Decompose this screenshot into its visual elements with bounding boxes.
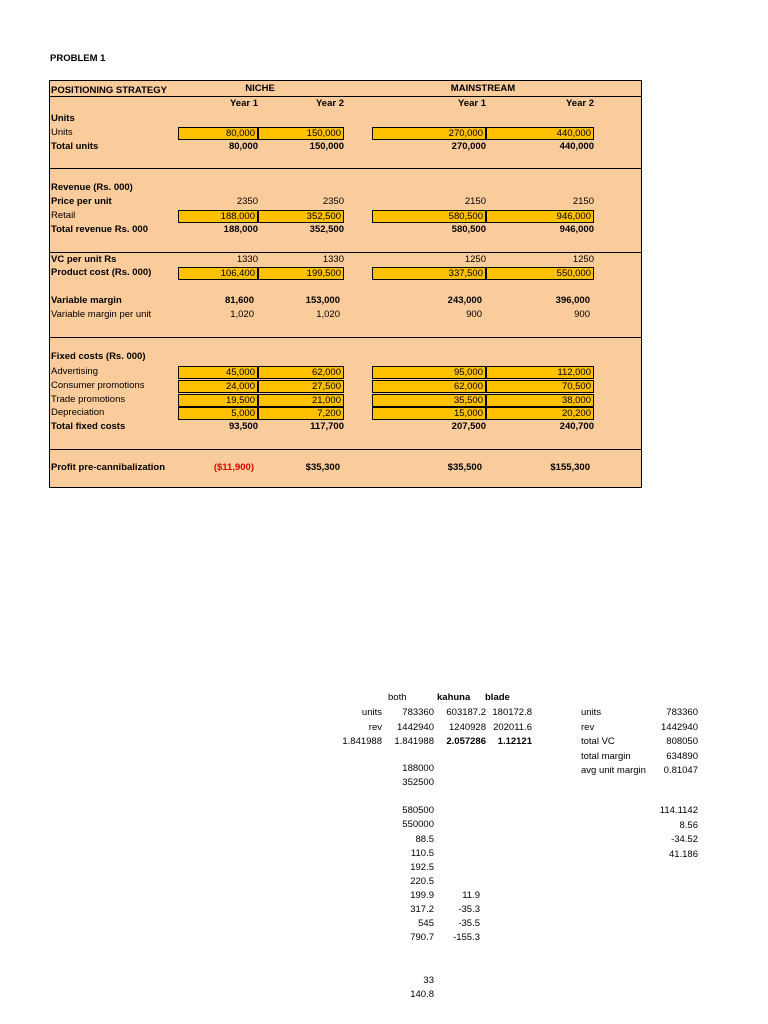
calc-row-label: units <box>361 707 382 718</box>
summary-extra-value: -34.52 <box>671 834 698 845</box>
calc-header-kahuna: kahuna <box>437 692 471 703</box>
calc-row-label: rev <box>368 721 382 733</box>
trade-promotions-cell <box>372 394 486 407</box>
units-cell <box>486 127 594 140</box>
total-units-value: 150,000 <box>309 141 344 152</box>
units-label: Units <box>51 127 73 138</box>
summary-value: 0.81047 <box>663 765 698 776</box>
calc-column-value: 199.9 <box>410 889 434 901</box>
consumer-promotions-cell <box>372 380 486 393</box>
units-section-label: Units <box>51 113 75 124</box>
price-per-unit-label: Price per unit <box>51 196 112 207</box>
product-cost-label: Product cost (Rs. 000) <box>51 267 152 278</box>
calc-row-blade: 1.12121 <box>497 736 532 747</box>
advertising-cell <box>178 366 258 379</box>
calc-column-value: 545 <box>418 918 434 930</box>
total-fixed-value: 93,500 <box>228 421 258 432</box>
summary-extra-value: 41.186 <box>668 848 698 860</box>
retail-value: 580,500 <box>448 211 483 222</box>
summary-label: units <box>581 707 602 718</box>
total-revenue-value: 580,500 <box>451 224 486 235</box>
calc-column-value: 317.2 <box>410 904 434 915</box>
page-title: PROBLEM 1 <box>50 53 106 64</box>
total-fixed-label: Total fixed costs <box>51 421 126 432</box>
retail-value: 946,000 <box>556 211 591 222</box>
calc-column-value: 33 <box>423 974 434 986</box>
trade-promotions-cell <box>258 394 344 407</box>
profit-value: $35,500 <box>447 462 482 473</box>
product-cost-cell <box>486 267 594 280</box>
consumer-promotions-value: 70,500 <box>561 381 591 392</box>
consumer-promotions-value: 27,500 <box>311 381 341 392</box>
trade-promotions-label: Trade promotions <box>51 394 126 405</box>
advertising-cell <box>486 366 594 379</box>
niche-header: NICHE <box>245 83 275 94</box>
depreciation-value: 15,000 <box>453 408 483 419</box>
calc-side-value: 11.9 <box>462 889 480 901</box>
units-cell <box>372 127 486 140</box>
vc-per-unit-value: 1250 <box>572 254 594 265</box>
calc-column-value: 790.7 <box>410 932 434 944</box>
section-divider <box>49 168 642 169</box>
product-cost-cell <box>372 267 486 280</box>
total-units-label: Total units <box>51 141 99 152</box>
calc-row-blade: 180172.8 <box>492 707 532 718</box>
variable-margin-value: 153,000 <box>305 295 340 306</box>
calc-side-value: -35.3 <box>458 904 480 915</box>
units-cell <box>258 127 344 140</box>
mainstream-header: MAINSTREAM <box>450 83 516 94</box>
price-per-unit-value: 2150 <box>464 196 486 207</box>
variable-margin-label: Variable margin <box>51 295 122 306</box>
calc-row-label: 1.841988 <box>342 736 382 747</box>
summary-label: avg unit margin <box>581 765 646 776</box>
trade-promotions-value: 35,500 <box>453 395 483 406</box>
calc-column-value: 220.5 <box>410 875 434 887</box>
calc-row-both: 1.841988 <box>394 736 434 747</box>
variable-margin-value: 396,000 <box>555 295 590 306</box>
year-header: Year 1 <box>458 98 486 109</box>
retail-label: Retail <box>51 210 76 221</box>
calc-column-value: 188000 <box>402 763 434 774</box>
calc-column-value: 352500 <box>402 777 434 789</box>
calc-header-both: both <box>388 692 407 703</box>
retail-cell <box>178 210 258 223</box>
section-divider <box>49 449 642 450</box>
advertising-cell <box>258 366 344 379</box>
section-divider <box>49 252 642 253</box>
trade-promotions-value: 38,000 <box>561 395 591 406</box>
consumer-promotions-cell <box>486 380 594 393</box>
fixed-costs-header: Fixed costs (Rs. 000) <box>51 351 146 362</box>
profit-value: $155,300 <box>550 462 590 473</box>
advertising-value: 62,000 <box>311 367 341 378</box>
calc-column-value: 550000 <box>402 819 434 831</box>
consumer-promotions-cell <box>178 380 258 393</box>
strategy-label: POSITIONING STRATEGY <box>51 85 167 96</box>
depreciation-value: 7,200 <box>317 408 341 419</box>
summary-extra-value: 8.56 <box>679 819 698 831</box>
variable-margin-per-unit-value: 1,020 <box>316 309 340 320</box>
summary-value: 1442940 <box>661 721 698 733</box>
vc-per-unit-value: 1250 <box>464 254 486 265</box>
total-revenue-value: 946,000 <box>559 224 594 235</box>
variable-margin-per-unit-label: Variable margin per unit <box>51 309 152 320</box>
consumer-promotions-label: Consumer promotions <box>51 380 145 391</box>
consumer-promotions-value: 24,000 <box>225 381 255 392</box>
consumer-promotions-cell <box>258 380 344 393</box>
calc-row-kahuna: 1240928 <box>449 721 486 733</box>
depreciation-value: 20,200 <box>561 408 591 419</box>
variable-margin-per-unit-value: 1,020 <box>230 309 254 320</box>
advertising-value: 95,000 <box>453 367 483 378</box>
product-cost-value: 337,500 <box>448 268 483 279</box>
profit-value: $35,300 <box>305 462 340 473</box>
calc-header-blade: blade <box>485 692 510 703</box>
trade-promotions-cell <box>486 394 594 407</box>
price-per-unit-value: 2150 <box>572 196 594 207</box>
product-cost-cell <box>258 267 344 280</box>
advertising-cell <box>372 366 486 379</box>
depreciation-cell <box>178 407 258 420</box>
depreciation-cell <box>372 407 486 420</box>
trade-promotions-cell <box>178 394 258 407</box>
total-units-value: 80,000 <box>228 141 258 152</box>
price-per-unit-value: 2350 <box>236 196 258 207</box>
calc-row-both: 1442940 <box>397 721 434 733</box>
total-units-value: 440,000 <box>559 141 594 152</box>
product-cost-value: 550,000 <box>556 268 591 279</box>
advertising-value: 112,000 <box>557 367 591 378</box>
price-per-unit-value: 2350 <box>322 196 344 207</box>
summary-label: rev <box>581 721 595 733</box>
depreciation-value: 5,000 <box>231 408 255 419</box>
total-revenue-label: Total revenue Rs. 000 <box>51 224 148 235</box>
calc-row-kahuna: 2.057286 <box>446 736 486 747</box>
calc-column-value: 580500 <box>402 805 434 817</box>
total-revenue-value: 352,500 <box>309 224 344 235</box>
header-underline <box>49 96 642 97</box>
calc-column-value: 88.5 <box>415 833 434 845</box>
depreciation-cell <box>258 407 344 420</box>
revenue-header: Revenue (Rs. 000) <box>51 182 133 193</box>
total-revenue-value: 188,000 <box>223 224 258 235</box>
depreciation-cell <box>486 407 594 420</box>
retail-value: 352,500 <box>306 211 341 222</box>
consumer-promotions-value: 62,000 <box>453 381 483 392</box>
depreciation-label: Depreciation <box>51 407 105 418</box>
total-fixed-value: 207,500 <box>451 421 486 432</box>
variable-margin-value: 243,000 <box>447 295 482 306</box>
advertising-value: 45,000 <box>225 367 255 378</box>
total-units-value: 270,000 <box>451 141 486 152</box>
retail-cell <box>258 210 344 223</box>
vc-per-unit-value: 1330 <box>322 254 344 265</box>
calc-row-kahuna: 603187.2 <box>446 707 486 718</box>
advertising-label: Advertising <box>51 366 98 377</box>
profit-label: Profit pre-cannibalization <box>51 462 166 473</box>
retail-cell <box>486 210 594 223</box>
summary-value: 634890 <box>666 750 698 762</box>
summary-label: total margin <box>581 750 631 762</box>
trade-promotions-value: 21,000 <box>311 395 341 406</box>
calc-column-value: 192.5 <box>410 861 434 873</box>
summary-label: total VC <box>581 736 615 747</box>
variable-margin-per-unit-value: 900 <box>574 309 590 320</box>
units-value: 150,000 <box>306 128 341 139</box>
units-value: 270,000 <box>448 128 483 139</box>
year-header: Year 2 <box>566 98 594 109</box>
product-cost-value: 199,500 <box>306 268 341 279</box>
summary-extra-value: 114.1142 <box>659 805 698 816</box>
units-value: 440,000 <box>556 128 591 139</box>
product-cost-cell <box>178 267 258 280</box>
profit-value: ($11,900) <box>213 462 254 473</box>
year-header: Year 1 <box>230 98 258 109</box>
retail-value: 188,000 <box>220 211 255 222</box>
units-cell <box>178 127 258 140</box>
variable-margin-per-unit-value: 900 <box>466 309 482 320</box>
product-cost-value: 106,400 <box>220 268 255 279</box>
calc-side-value: -35.5 <box>458 918 480 930</box>
vc-per-unit-value: 1330 <box>236 254 258 265</box>
section-divider <box>49 337 642 338</box>
calc-row-blade: 202011.6 <box>493 721 532 733</box>
summary-value: 808050 <box>666 736 698 747</box>
vc-per-unit-label: VC per unit Rs <box>51 254 117 265</box>
calc-column-value: 110.5 <box>410 847 434 859</box>
summary-value: 783360 <box>666 707 698 718</box>
calc-side-value: -155.3 <box>453 932 480 944</box>
total-fixed-value: 117,700 <box>310 421 344 432</box>
variable-margin-value: 81,600 <box>224 295 254 306</box>
total-fixed-value: 240,700 <box>559 421 594 432</box>
calc-column-value: 140.8 <box>410 988 434 1000</box>
calc-row-both: 783360 <box>402 707 434 718</box>
year-header: Year 2 <box>316 98 344 109</box>
retail-cell <box>372 210 486 223</box>
trade-promotions-value: 19,500 <box>225 395 255 406</box>
units-value: 80,000 <box>225 128 255 139</box>
